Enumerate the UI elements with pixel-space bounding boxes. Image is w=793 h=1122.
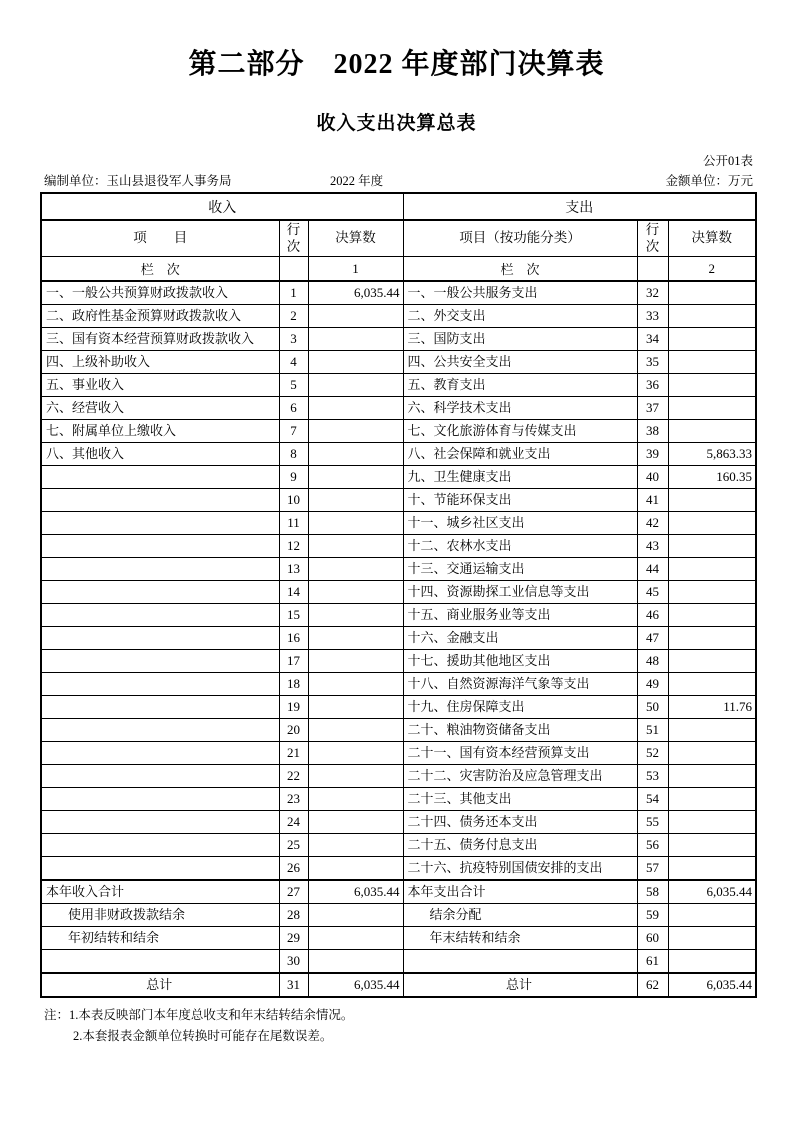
income-amount-cell (308, 305, 403, 328)
expense-amount-cell (668, 535, 756, 558)
expense-row-no-cell: 62 (637, 973, 668, 997)
expense-amount-cell (668, 742, 756, 765)
expense-amount-cell (668, 950, 756, 974)
table-row (41, 765, 756, 788)
income-row-no-cell: 6 (279, 397, 308, 420)
income-amount-cell (308, 765, 403, 788)
page-subtitle: 收入支出决算总表 (316, 112, 477, 134)
income-item-cell: 六、经营收入 (41, 397, 279, 420)
expense-amount-cell (668, 489, 756, 512)
expense-item-cell: 十七、援助其他地区支出 (403, 650, 637, 673)
expense-amount-cell (668, 765, 756, 788)
prepared-by-unit: 编制单位：玉山县退役军人事务局 (44, 174, 232, 188)
income-amount-cell (308, 696, 403, 719)
expense-row-no-cell: 46 (637, 604, 668, 627)
expense-row-no-cell: 35 (637, 351, 668, 374)
income-item-cell: 三、国有资本经营预算财政拨款收入 (41, 328, 279, 351)
table-row (41, 950, 756, 974)
expense-item-cell: 二十三、其他支出 (403, 788, 637, 811)
income-amount-cell (308, 673, 403, 696)
lane-index-expense: 2 (668, 257, 756, 282)
income-amount-cell (308, 604, 403, 627)
income-item-cell (41, 627, 279, 650)
expense-row-no-cell: 39 (637, 443, 668, 466)
lane-label-income: 栏 次 (41, 257, 279, 282)
expense-row-no-cell: 40 (637, 466, 668, 489)
income-item-cell (41, 512, 279, 535)
expense-item-cell: 二十六、抗疫特别国债安排的支出 (403, 857, 637, 881)
expense-amount-cell (668, 857, 756, 881)
expense-row-no-cell: 44 (637, 558, 668, 581)
income-row-no-cell: 4 (279, 351, 308, 374)
expense-amount-cell (668, 397, 756, 420)
expense-row-no-cell: 54 (637, 788, 668, 811)
expense-amount-cell (668, 581, 756, 604)
table-code: 公开01表 (702, 154, 753, 168)
expense-amount-cell (668, 305, 756, 328)
expense-row-no-cell: 34 (637, 328, 668, 351)
expense-item-cell: 六、科学技术支出 (403, 397, 637, 420)
expense-item-cell: 二十、粮油物资储备支出 (403, 719, 637, 742)
income-item-cell: 四、上级补助收入 (41, 351, 279, 374)
table-row (41, 719, 756, 742)
expense-row-no-cell: 37 (637, 397, 668, 420)
income-item-cell: 五、事业收入 (41, 374, 279, 397)
table-row (41, 650, 756, 673)
income-row-no-cell: 10 (279, 489, 308, 512)
expense-amount-cell: 6,035.44 (668, 880, 756, 904)
income-amount-cell (308, 512, 403, 535)
income-row-no-cell: 14 (279, 581, 308, 604)
income-item-cell (41, 535, 279, 558)
income-row-no-cell: 30 (279, 950, 308, 974)
expense-item-cell: 十六、金融支出 (403, 627, 637, 650)
expense-amount-cell (668, 788, 756, 811)
income-amount-cell (308, 397, 403, 420)
income-row-no-cell: 2 (279, 305, 308, 328)
income-row-no-cell: 21 (279, 742, 308, 765)
expense-amount-cell (668, 627, 756, 650)
expense-item-cell: 十一、城乡社区支出 (403, 512, 637, 535)
expense-item-cell: 七、文化旅游体育与传媒支出 (403, 420, 637, 443)
expense-row-no-cell: 52 (637, 742, 668, 765)
expense-item-cell: 二、外交支出 (403, 305, 637, 328)
expense-row-no-cell: 58 (637, 880, 668, 904)
expense-row-no-cell: 47 (637, 627, 668, 650)
income-item-cell (41, 558, 279, 581)
expense-item-cell: 二十五、债务付息支出 (403, 834, 637, 857)
expense-row-no-cell: 61 (637, 950, 668, 974)
expense-section-header: 支出 (403, 193, 756, 220)
expense-amount-cell (668, 811, 756, 834)
income-row-no-cell: 18 (279, 673, 308, 696)
column-header-row (41, 220, 756, 257)
expense-row-no-cell: 42 (637, 512, 668, 535)
expense-row-no-cell: 56 (637, 834, 668, 857)
table-row (41, 673, 756, 696)
income-amount-cell (308, 834, 403, 857)
income-row-no-cell: 1 (279, 281, 308, 305)
table-row (41, 420, 756, 443)
col-header-income-item: 项 目 (41, 220, 279, 257)
income-row-no-cell: 13 (279, 558, 308, 581)
income-item-cell: 七、附属单位上缴收入 (41, 420, 279, 443)
income-amount-cell (308, 328, 403, 351)
income-item-cell: 使用非财政拨款结余 (41, 904, 279, 927)
table-row (41, 397, 756, 420)
summary-table (40, 192, 757, 998)
income-amount-cell (308, 374, 403, 397)
expense-row-no-cell: 57 (637, 857, 668, 881)
expense-item-cell: 九、卫生健康支出 (403, 466, 637, 489)
expense-item-cell: 年末结转和结余 (403, 927, 637, 950)
expense-row-no-cell: 53 (637, 765, 668, 788)
income-row-no-cell: 8 (279, 443, 308, 466)
expense-row-no-cell: 36 (637, 374, 668, 397)
table-row (41, 558, 756, 581)
income-item-cell (41, 788, 279, 811)
lane-empty-cell (279, 257, 308, 282)
page-title: 第二部分 2022 年度部门决算表 (188, 49, 605, 80)
income-item-cell: 一、一般公共预算财政拨款收入 (41, 281, 279, 305)
expense-amount-cell (668, 927, 756, 950)
expense-item-cell: 十二、农林水支出 (403, 535, 637, 558)
expense-item-cell: 十九、住房保障支出 (403, 696, 637, 719)
income-amount-cell (308, 857, 403, 881)
expense-row-no-cell: 59 (637, 904, 668, 927)
income-amount-cell (308, 950, 403, 974)
expense-item-cell: 十三、交通运输支出 (403, 558, 637, 581)
income-amount-cell (308, 650, 403, 673)
income-row-no-cell: 11 (279, 512, 308, 535)
expense-amount-cell (668, 558, 756, 581)
table-row (41, 443, 756, 466)
income-item-cell (41, 857, 279, 881)
expense-item-cell: 十、节能环保支出 (403, 489, 637, 512)
expense-item-cell: 总计 (403, 973, 637, 997)
table-row (41, 880, 756, 904)
income-row-no-cell: 24 (279, 811, 308, 834)
income-item-cell (41, 581, 279, 604)
income-item-cell (41, 950, 279, 974)
expense-row-no-cell: 60 (637, 927, 668, 950)
income-row-no-cell: 15 (279, 604, 308, 627)
expense-row-no-cell: 50 (637, 696, 668, 719)
income-item-cell (41, 466, 279, 489)
expense-amount-cell (668, 512, 756, 535)
income-amount-cell (308, 788, 403, 811)
income-amount-cell (308, 443, 403, 466)
expense-item-cell: 十八、自然资源海洋气象等支出 (403, 673, 637, 696)
section-header-row (41, 193, 756, 220)
expense-item-cell: 二十四、债务还本支出 (403, 811, 637, 834)
income-amount-cell (308, 811, 403, 834)
table-row (41, 351, 756, 374)
col-header-row-no: 行次 (279, 220, 308, 257)
income-row-no-cell: 7 (279, 420, 308, 443)
col-header-amount: 决算数 (308, 220, 403, 257)
col-header-row-no: 行次 (637, 220, 668, 257)
income-row-no-cell: 5 (279, 374, 308, 397)
table-row (41, 742, 756, 765)
expense-amount-cell: 5,863.33 (668, 443, 756, 466)
footnotes (40, 1006, 755, 1045)
income-row-no-cell: 29 (279, 927, 308, 950)
expense-amount-cell (668, 904, 756, 927)
income-item-cell: 二、政府性基金预算财政拨款收入 (41, 305, 279, 328)
note-line-1: 注：1.本表反映部门本年度总收支和年末结转结余情况。 (44, 1008, 354, 1022)
note-line-2: 2.本套报表金额单位转换时可能存在尾数误差。 (73, 1029, 333, 1044)
income-item-cell (41, 719, 279, 742)
table-meta (40, 171, 755, 192)
income-amount-cell (308, 558, 403, 581)
income-row-no-cell: 27 (279, 880, 308, 904)
table-row (41, 604, 756, 627)
expense-amount-cell (668, 834, 756, 857)
income-row-no-cell: 9 (279, 466, 308, 489)
lane-index-row (41, 257, 756, 282)
fiscal-year: 2022 年度 (330, 174, 384, 188)
table-row (41, 973, 756, 997)
income-amount-cell (308, 466, 403, 489)
amount-unit: 金额单位：万元 (665, 174, 753, 188)
income-row-no-cell: 28 (279, 904, 308, 927)
income-row-no-cell: 22 (279, 765, 308, 788)
income-amount-cell: 6,035.44 (308, 281, 403, 305)
table-row (41, 627, 756, 650)
income-section-header: 收入 (41, 193, 403, 220)
income-amount-cell (308, 927, 403, 950)
table-row (41, 281, 756, 305)
expense-row-no-cell: 32 (637, 281, 668, 305)
income-row-no-cell: 12 (279, 535, 308, 558)
table-row (41, 788, 756, 811)
income-item-cell (41, 696, 279, 719)
expense-row-no-cell: 48 (637, 650, 668, 673)
income-item-cell (41, 765, 279, 788)
expense-row-no-cell: 38 (637, 420, 668, 443)
income-item-cell: 八、其他收入 (41, 443, 279, 466)
table-row (41, 857, 756, 881)
expense-item-cell: 二十一、国有资本经营预算支出 (403, 742, 637, 765)
expense-amount-cell (668, 650, 756, 673)
income-amount-cell (308, 742, 403, 765)
income-item-cell (41, 489, 279, 512)
table-row (41, 466, 756, 489)
expense-item-cell (403, 950, 637, 974)
expense-row-no-cell: 33 (637, 305, 668, 328)
expense-row-no-cell: 49 (637, 673, 668, 696)
income-item-cell (41, 673, 279, 696)
income-row-no-cell: 23 (279, 788, 308, 811)
expense-amount-cell (668, 374, 756, 397)
lane-label-expense: 栏 次 (403, 257, 637, 282)
expense-amount-cell: 11.76 (668, 696, 756, 719)
expense-item-cell: 本年支出合计 (403, 880, 637, 904)
income-amount-cell: 6,035.44 (308, 880, 403, 904)
expense-amount-cell: 160.35 (668, 466, 756, 489)
table-row (41, 512, 756, 535)
table-row (41, 489, 756, 512)
col-header-amount: 决算数 (668, 220, 756, 257)
table-row (41, 581, 756, 604)
table-row (41, 696, 756, 719)
income-amount-cell (308, 719, 403, 742)
col-header-expense-item: 项目（按功能分类） (403, 220, 637, 257)
income-row-no-cell: 20 (279, 719, 308, 742)
table-row (41, 328, 756, 351)
table-row (41, 305, 756, 328)
income-amount-cell (308, 351, 403, 374)
expense-row-no-cell: 55 (637, 811, 668, 834)
income-item-cell: 本年收入合计 (41, 880, 279, 904)
expense-amount-cell (668, 351, 756, 374)
income-item-cell (41, 834, 279, 857)
income-item-cell (41, 811, 279, 834)
income-amount-cell (308, 535, 403, 558)
expense-item-cell: 三、国防支出 (403, 328, 637, 351)
expense-amount-cell (668, 420, 756, 443)
expense-amount-cell (668, 673, 756, 696)
income-amount-cell (308, 489, 403, 512)
table-row (41, 904, 756, 927)
income-item-cell (41, 650, 279, 673)
income-row-no-cell: 26 (279, 857, 308, 881)
income-item-cell (41, 604, 279, 627)
expense-row-no-cell: 51 (637, 719, 668, 742)
table-row (41, 834, 756, 857)
expense-item-cell: 五、教育支出 (403, 374, 637, 397)
expense-item-cell: 十四、资源勘探工业信息等支出 (403, 581, 637, 604)
expense-item-cell: 四、公共安全支出 (403, 351, 637, 374)
expense-item-cell: 结余分配 (403, 904, 637, 927)
expense-amount-cell (668, 281, 756, 305)
income-amount-cell (308, 627, 403, 650)
income-row-no-cell: 19 (279, 696, 308, 719)
lane-empty-cell (637, 257, 668, 282)
expense-item-cell: 八、社会保障和就业支出 (403, 443, 637, 466)
income-row-no-cell: 3 (279, 328, 308, 351)
income-amount-cell (308, 420, 403, 443)
expense-row-no-cell: 43 (637, 535, 668, 558)
income-amount-cell: 6,035.44 (308, 973, 403, 997)
income-row-no-cell: 17 (279, 650, 308, 673)
expense-item-cell: 一、一般公共服务支出 (403, 281, 637, 305)
expense-item-cell: 十五、商业服务业等支出 (403, 604, 637, 627)
income-item-cell: 总计 (41, 973, 279, 997)
statement-sheet (40, 152, 755, 1045)
expense-amount-cell (668, 719, 756, 742)
lane-index-income: 1 (308, 257, 403, 282)
expense-amount-cell (668, 604, 756, 627)
income-amount-cell (308, 581, 403, 604)
income-row-no-cell: 16 (279, 627, 308, 650)
income-item-cell (41, 742, 279, 765)
table-row (41, 811, 756, 834)
income-row-no-cell: 31 (279, 973, 308, 997)
table-row (41, 927, 756, 950)
expense-amount-cell: 6,035.44 (668, 973, 756, 997)
expense-item-cell: 二十二、灾害防治及应急管理支出 (403, 765, 637, 788)
income-row-no-cell: 25 (279, 834, 308, 857)
expense-row-no-cell: 41 (637, 489, 668, 512)
table-row (41, 535, 756, 558)
table-row (41, 374, 756, 397)
expense-row-no-cell: 45 (637, 581, 668, 604)
income-item-cell: 年初结转和结余 (41, 927, 279, 950)
expense-amount-cell (668, 328, 756, 351)
income-amount-cell (308, 904, 403, 927)
